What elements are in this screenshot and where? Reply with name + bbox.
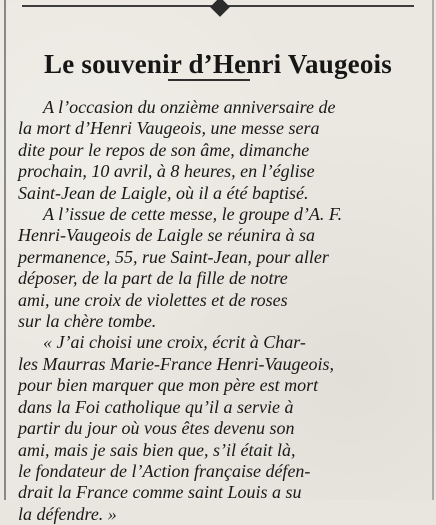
paragraph-line: déposer, de la part de la fille de notre <box>18 268 288 289</box>
paragraph-line: Henri-Vaugeois de Laigle se réunira à sa <box>18 225 315 246</box>
paragraph-line: la mort d’Henri Vaugeois, une messe sera <box>18 118 320 139</box>
title-rule <box>168 79 250 81</box>
article-body <box>18 97 428 525</box>
paragraph-line: le fondateur de l’Action française défen- <box>18 460 311 481</box>
paragraph-line: A l’issue de cette messe, le groupe d’A. F. <box>43 204 343 225</box>
paragraph-line: permanence, 55, rue Saint-Jean, pour aller <box>18 246 329 267</box>
paragraph-line: dans la Foi catholique qu’il a servie à <box>18 396 294 417</box>
diamond-ornament-icon <box>210 0 230 17</box>
paragraph-3 <box>18 332 428 525</box>
paragraph-line: prochain, 10 avril, à 8 heures, en l’église <box>18 161 315 182</box>
paragraph-line: la défendre. » <box>18 503 117 524</box>
paragraph-line: « J’ai choisi une croix, écrit à Char- <box>43 332 306 353</box>
paragraph-line: les Maurras Marie-France Henri-Vaugeois, <box>18 353 334 374</box>
paragraph-line: partir du jour où vous êtes devenu son <box>18 418 295 439</box>
paragraph-line: ami, une croix de violettes et de roses <box>18 289 288 310</box>
paragraph-line: drait la France comme saint Louis a su <box>18 482 302 503</box>
article-title: Le souvenir d’Henri Vaugeois <box>44 49 392 80</box>
paragraph-line: dite pour le repos de son âme, dimanche <box>18 139 310 160</box>
paragraph-1 <box>18 97 428 204</box>
paragraph-line: sur la chère tombe. <box>18 311 157 332</box>
paragraph-line: Saint-Jean de Laigle, où il a été baptisé. <box>18 182 309 203</box>
paragraph-line: pour bien marquer que mon père est mort <box>18 375 319 396</box>
paragraph-2 <box>18 204 428 332</box>
paragraph-line: ami, mais je sais bien que, s’il était là, <box>18 439 296 460</box>
paragraph-line: A l’occasion du onzième anniversaire de <box>43 97 336 117</box>
